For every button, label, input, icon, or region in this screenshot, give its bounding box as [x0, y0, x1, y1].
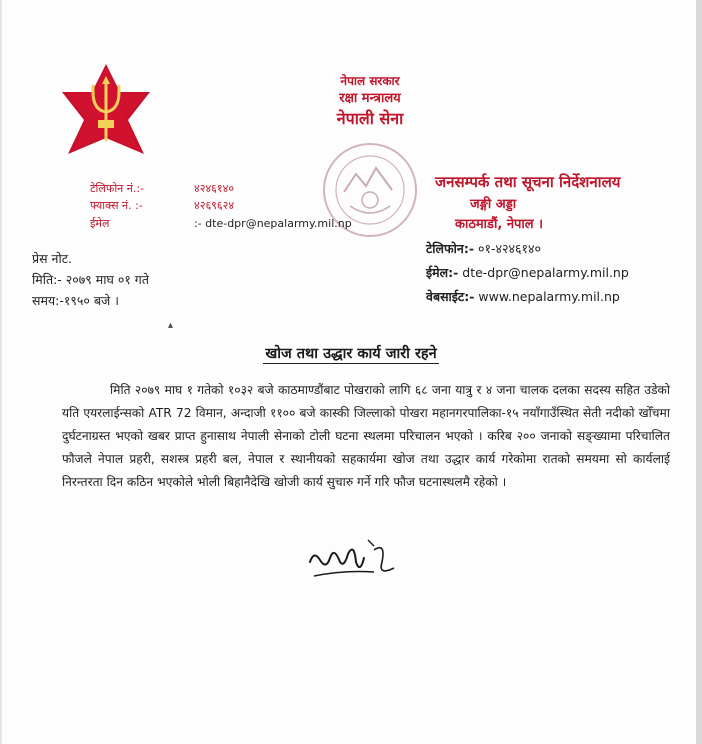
email-label-right: ईमेल:- — [426, 265, 459, 280]
website-value[interactable]: www.nepalarmy.mil.np — [474, 289, 620, 304]
scan-speck: ▴ — [168, 320, 174, 331]
fax-label: फ्याक्स नं. :- — [90, 199, 143, 212]
press-note-title — [0, 343, 702, 363]
nepal-army-emblem-icon — [60, 62, 152, 180]
header-army: नेपाली सेना — [336, 109, 404, 128]
email-row-right — [426, 264, 629, 281]
phone-label-right: टेलिफोन:- — [426, 241, 475, 256]
note-time: समय:-१९५० बजे । — [32, 293, 119, 308]
directorate-city: काठमाडौं, नेपाल । — [455, 217, 544, 232]
fax-row-left — [90, 198, 234, 213]
press-note-body: मिति २०७९ माघ १ गतेको १०३२ बजे काठमाण्डौंबाट पोखराको लागि ६८ जना यात्रु र ४ जना चालक दलका सदस्य सहित उडेको यति एयरलाईन्सको ATR 72 विमान, अन्दाजी ११०० बजे कास्की जिल्लाको पोखरा महानगरपालिका-१५ नयाँगाउँस्थित सेती नदीको खोँचमा दुर्घटनाग्रस्त भएको खबर प्राप्त हुनासाथ नेपाली सेनाको टोली घटना स्थलमा परिचालन भएको । करिब २०० जनाको सङ्ख्यामा परिचालित फौजले नेपाल प्रहरी, सशस्त्र प्रहरी बल, नेपाल र स्थानीयको सहकार्यमा खोज तथा उद्धार कार्य गरेकोमा रातको समयमा सो कार्यलाई निरन्तरता दिन कठिन भएकोले भोली बिहानैदेखि खोजी कार्य सुचारु गर्ने गरि फौज घटनास्थलमै रहेको । — [62, 383, 670, 489]
note-type: प्रेस नोट. — [32, 251, 72, 266]
title-text: खोज तथा उद्धार कार्य जारी रहने — [265, 346, 437, 362]
directorate-place: जङ्गी अड्डा — [470, 197, 517, 212]
phone-label: टेलिफोन नं.:- — [90, 182, 145, 195]
phone-row-right — [426, 240, 541, 257]
phone-row-left — [90, 181, 234, 196]
email-value[interactable]: :- dte-dpr@nepalarmy.mil.np — [194, 217, 352, 230]
signature — [304, 532, 400, 588]
phone-value: ४२४६१४० — [194, 182, 235, 195]
website-row-right — [426, 288, 620, 305]
scan-edge-right — [696, 0, 702, 744]
directorate-name: जनसम्पर्क तथा सूचना निर्देशनालय — [435, 173, 621, 191]
header-ministry: रक्षा मन्त्रालय — [339, 91, 401, 106]
scan-edge-left — [0, 0, 2, 744]
fax-value: ४२६९६२४ — [194, 199, 235, 212]
email-value-right[interactable]: dte-dpr@nepalarmy.mil.np — [458, 265, 629, 280]
header-government: नेपाल सरकार — [340, 74, 400, 88]
email-label: ईमेल — [90, 217, 110, 230]
email-row-left — [90, 216, 352, 231]
phone-value-right: ०१-४२४६१४० — [474, 241, 541, 256]
note-date: मिति:- २०७९ माघ ०१ गते — [32, 272, 149, 287]
website-label: वेबसाईट:- — [426, 289, 475, 304]
